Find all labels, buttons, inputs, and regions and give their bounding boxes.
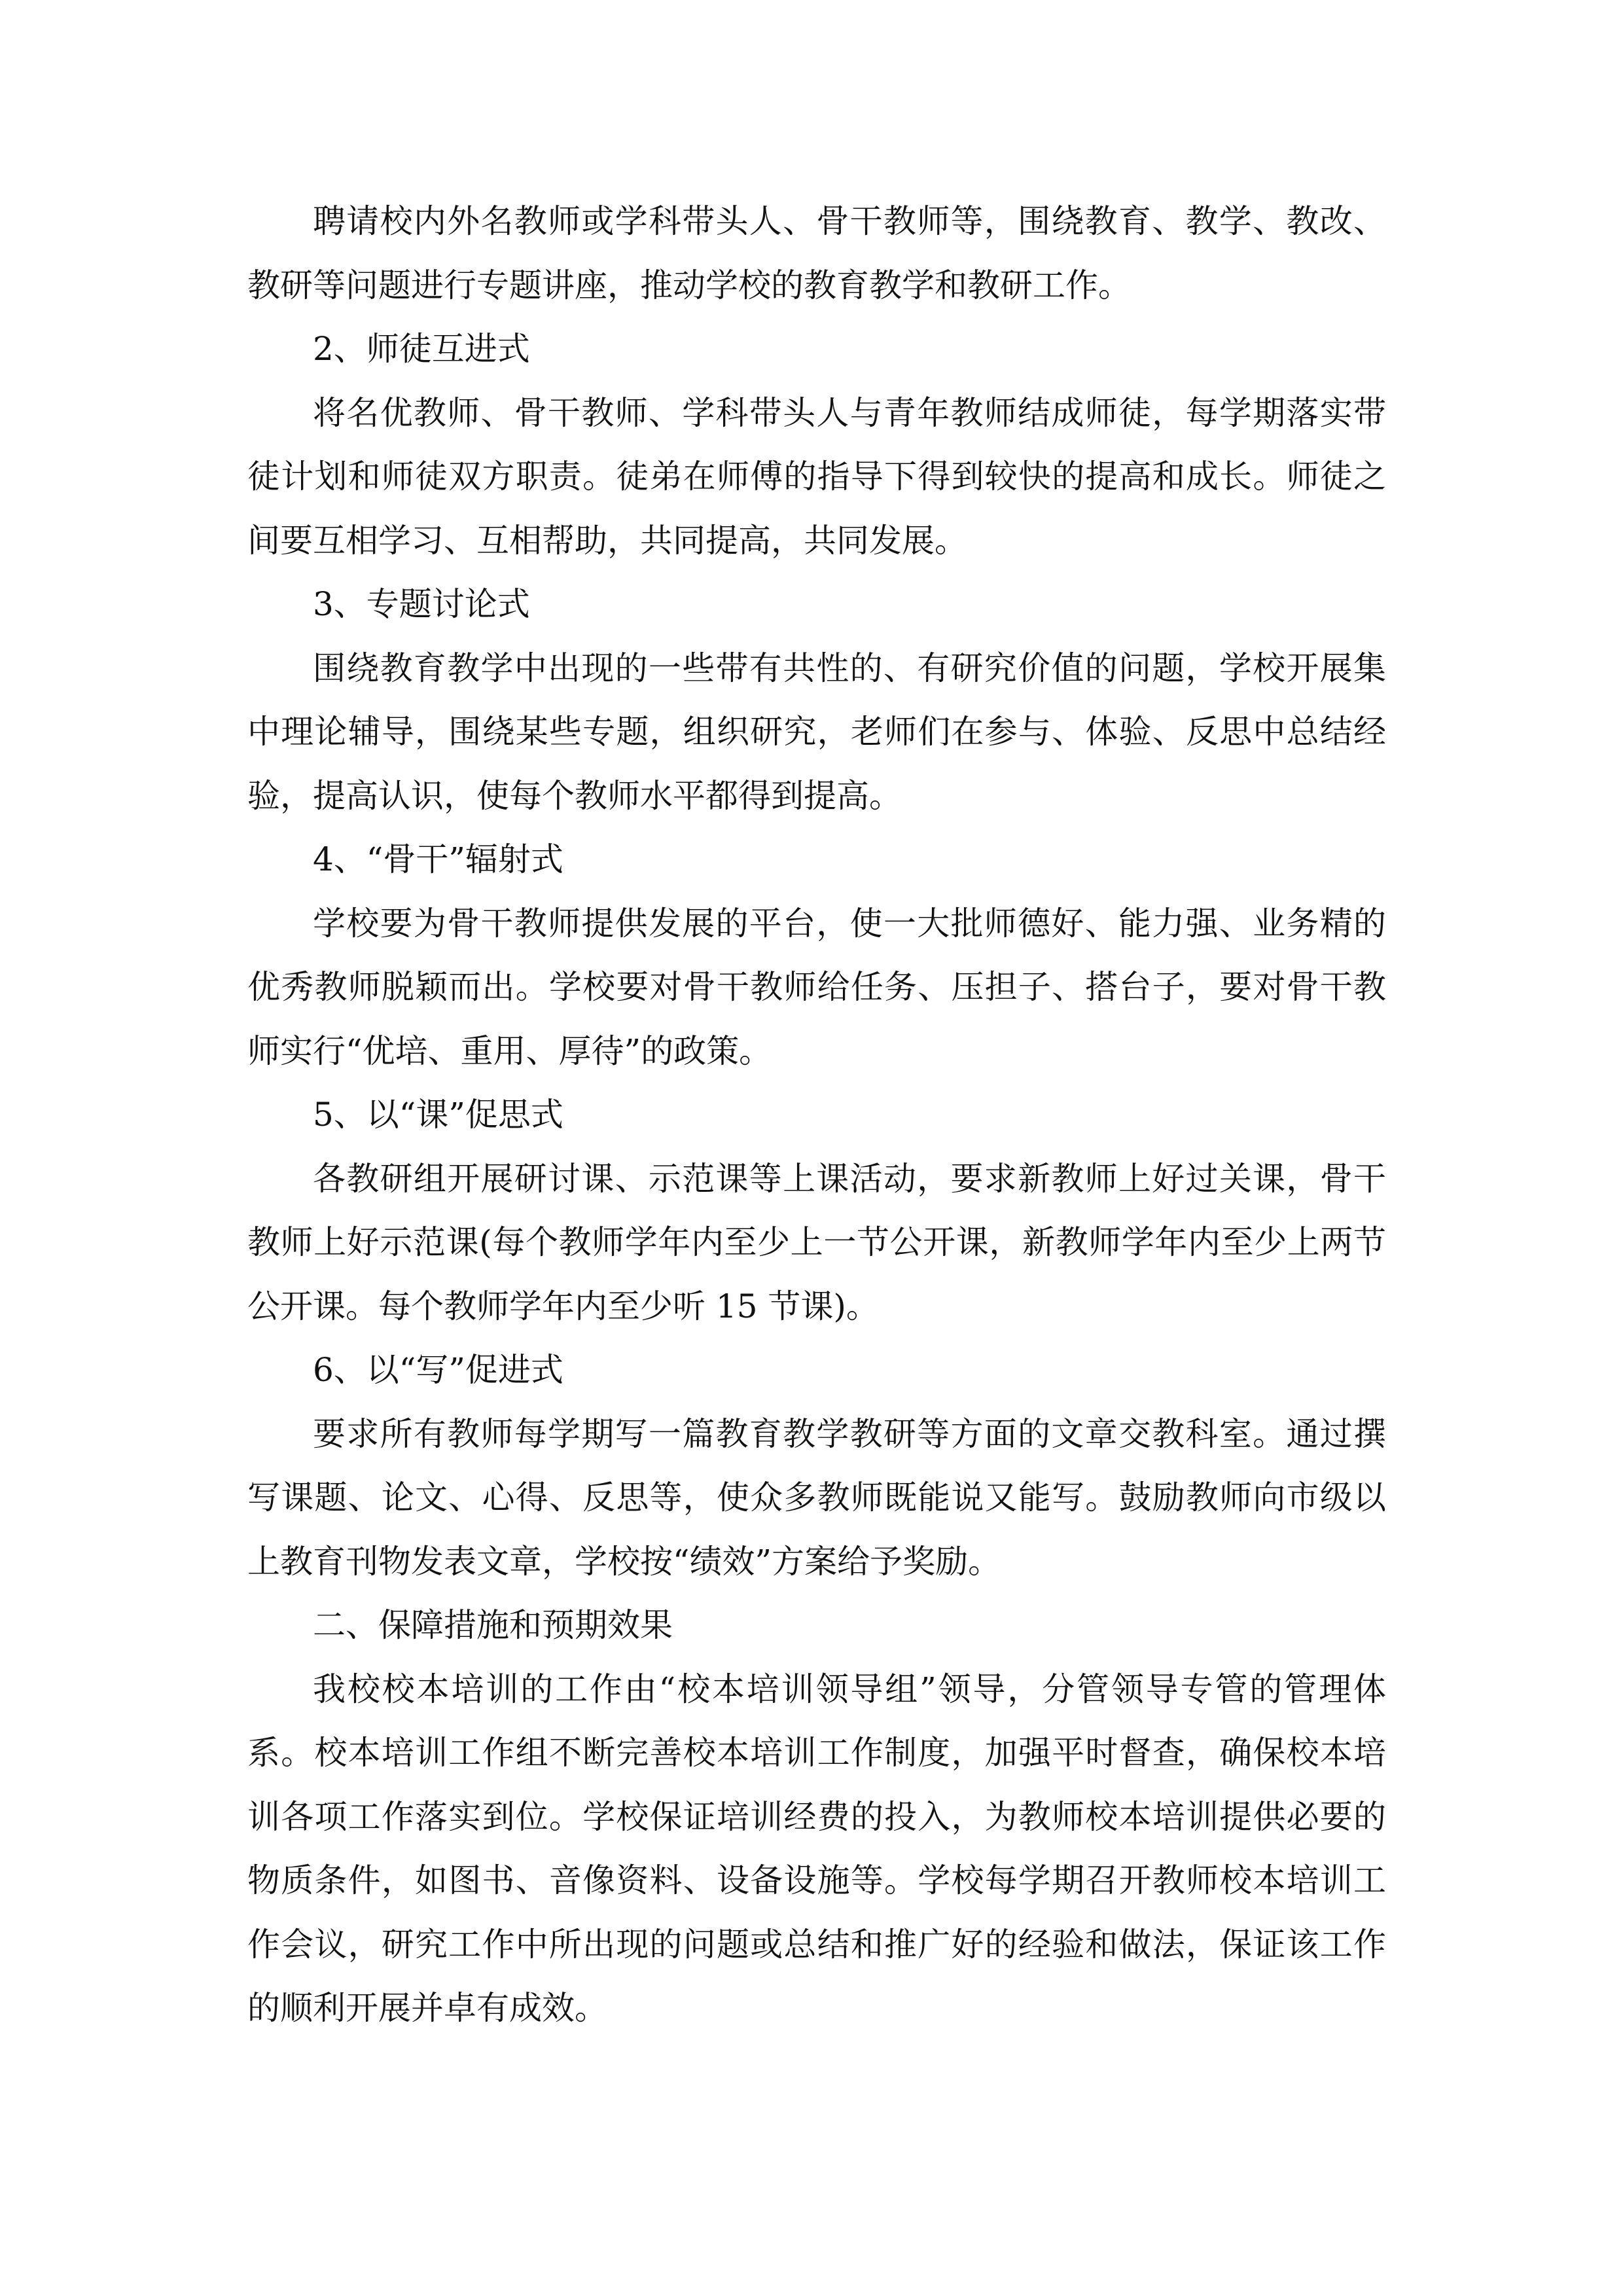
heading-mentor-style: 2、师徒互进式: [313, 330, 530, 368]
paragraph-lecture-text: 聘请校内外名教师或学科带头人、骨干教师等，围绕教育、教学、教改、教研等问题进行专题讲座，推动学校的教育教学和教研工作。: [247, 202, 1386, 304]
section-heading-guarantee: 二、保障措施和预期效果: [313, 1606, 673, 1644]
paragraph-guarantee-text: 我校校本培训的工作由“校本培训领导组”领导，分管领导专管的管理体系。校本培训工作组不断完善校本培训工作制度，加强平时督查，确保校本培训各项工作落实到位。学校保证培训经费的投入，为教师校本培训提供必要的物质条件，如图书、音像资料、设备设施等。学校每学期召开教师校本培训工作会议，研究工作中所出现的问题或总结和推广好的经验和做法，保证该工作的顺利开展并卓有成效。: [247, 1670, 1386, 2027]
paragraph-backbone-text: 学校要为骨干教师提供发展的平台，使一大批师德好、能力强、业务精的优秀教师脱颖而出。学校要对骨干教师给任务、压担子、搭台子，要对骨干教师实行“优培、重用、厚待”的政策。: [247, 904, 1386, 1070]
heading-topic-discussion: 3、专题讨论式: [313, 585, 530, 623]
heading-lesson-reflection: 5、以“课”促思式: [313, 1096, 563, 1134]
paragraph-writing-text: 要求所有教师每学期写一篇教育教学教研等方面的文章交教科室。通过撰写课题、论文、心得、反思等，使众多教师既能说又能写。鼓励教师向市级以上教育刊物发表文章，学校按“绩效”方案给予奖励。: [247, 1414, 1386, 1581]
paragraph-mentor-text: 将名优教师、骨干教师、学科带头人与青年教师结成师徒，每学期落实带徒计划和师徒双方职责。徒弟在师傅的指导下得到较快的提高和成长。师徒之间要互相学习、互相帮助，共同提高，共同发展。: [247, 393, 1386, 560]
document-body: [247, 190, 1386, 2041]
paragraph-topic-discussion-text: 围绕教育教学中出现的一些带有共性的、有研究价值的问题，学校开展集中理论辅导，围绕某些专题，组织研究，老师们在参与、体验、反思中总结经验，提高认识，使每个教师水平都得到提高。: [247, 649, 1386, 815]
heading-writing-progress: 6、以“写”促进式: [313, 1351, 563, 1389]
heading-backbone-radiation: 4、“骨干”辐射式: [313, 840, 563, 878]
paragraph-lesson-text: 各教研组开展研讨课、示范课等上课活动，要求新教师上好过关课，骨干教师上好示范课(每个教师学年内至少上一节公开课，新教师学年内至少上两节公开课。每个教师学年内至少听 15 节课)。: [247, 1159, 1386, 1325]
